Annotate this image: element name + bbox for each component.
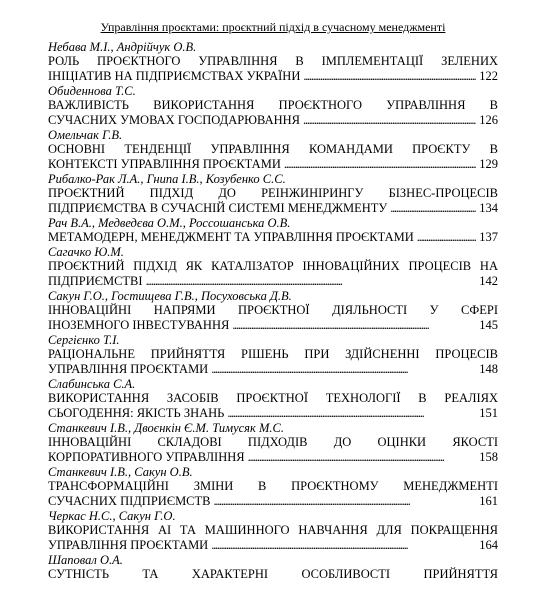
toc-page-number: 151 <box>479 406 498 420</box>
toc-title-line: ВИКОРИСТАННЯ ЗАСОБІВ ПРОЄКТНОЇ ТЕХНОЛОГІЇ В РЕАЛІЯХ <box>48 391 498 405</box>
document-page <box>48 0 498 582</box>
toc-author: Омельчак Г.В. <box>48 128 123 142</box>
toc-title <box>48 523 498 553</box>
toc-entry[interactable] <box>48 84 498 128</box>
toc-title-line: СУТНІСТЬ ТА ХАРАКТЕРНІ ОСОБЛИВОСТІ ПРИЙНЯТТЯ <box>48 567 498 581</box>
toc-leader-dots <box>232 318 476 333</box>
toc-title-line: РАЦІОНАЛЬНЕ ПРИЙНЯТТЯ РІШЕНЬ ПРИ ЗДІЙСНЕННІ ПРОЦЕСІВ <box>48 347 498 361</box>
toc-author: Слабинська С.А. <box>48 377 136 391</box>
toc-entry[interactable] <box>48 465 498 509</box>
toc-title-last-line: СУЧАСНИХ УМОВАХ ГОСПОДАРЮВАННЯ <box>48 113 301 127</box>
toc-page-number: 148 <box>479 362 498 376</box>
toc-entry[interactable] <box>48 245 498 289</box>
toc-leader-dots <box>417 230 477 245</box>
toc-entry[interactable] <box>48 333 498 377</box>
toc-leader-dots <box>214 494 477 509</box>
toc-title-line: ПРОЄКТНИЙ ПІДХІД ЯК КАТАЛІЗАТОР ІННОВАЦІЙНИХ ПРОЦЕСІВ НА <box>48 259 498 273</box>
toc-title-line: ПРОЄКТНИЙ ПІДХІД ДО РЕІНЖИНІРИНГУ БІЗНЕС-ПРОЦЕСІВ <box>48 186 498 200</box>
toc-leader-dots <box>227 406 476 421</box>
toc-author: Сагачко Ю.М. <box>48 245 124 259</box>
toc-title <box>48 391 498 421</box>
toc-page-number: 161 <box>479 494 498 508</box>
toc-author: Небава М.І., Андрійчук О.В. <box>48 40 197 54</box>
toc-leader-dots <box>211 362 476 377</box>
toc-author: Рибалко-Рак Л.А., Гнипа І.В., Козубенко С.С. <box>48 172 286 186</box>
toc-page-number: 164 <box>479 538 498 552</box>
toc-title-line: ТРАНСФОРМАЦІЙНІ ЗМІНИ В ПРОЄКТНОМУ МЕНЕДЖМЕНТІ <box>48 479 498 493</box>
toc-title <box>48 303 498 333</box>
toc-leader-dots <box>284 157 476 172</box>
toc-page-number: 145 <box>479 318 498 332</box>
toc-entry[interactable] <box>48 172 498 216</box>
toc-entry[interactable] <box>48 509 498 553</box>
toc-page-number: 134 <box>479 201 498 215</box>
toc-title-line: ІННОВАЦІЙНІ СКЛАДОВІ ПІДХОДІВ ДО ОЦІНКИ ЯКОСТІ <box>48 435 498 449</box>
running-header <box>48 20 498 34</box>
toc-page-number: 158 <box>479 450 498 464</box>
toc-leader-dots <box>211 538 476 553</box>
toc-leader-dots <box>248 450 477 465</box>
toc-author: Станкевич І.В., Сакун О.В. <box>48 465 193 479</box>
toc-entry[interactable] <box>48 377 498 421</box>
toc-title-last-line: ПІДПРИЄМСТВА В СУЧАСНІЙ СИСТЕМІ МЕНЕДЖМЕНТУ <box>48 201 388 215</box>
toc-title <box>48 186 498 216</box>
toc-author: Обиденнова Т.С. <box>48 84 136 98</box>
toc-page-number: 126 <box>479 113 498 127</box>
table-of-contents <box>48 40 498 582</box>
toc-title <box>48 142 498 172</box>
toc-leader-dots <box>146 274 477 289</box>
toc-page-number: 137 <box>479 230 498 244</box>
toc-author: Черкас Н.С., Сакун Г.О. <box>48 509 176 523</box>
toc-title-line: ІННОВАЦІЙНІ НАПРЯМИ ПРОЄКТНОЇ ДІЯЛЬНОСТІ У СФЕРІ <box>48 303 498 317</box>
toc-entry[interactable] <box>48 40 498 84</box>
toc-title-last-line: СЬОГОДЕННЯ: ЯКІСТЬ ЗНАНЬ <box>48 406 225 420</box>
running-header-text: Управління проєктами: проєктний підхід в сучасному менеджменті <box>100 20 446 34</box>
toc-title-last-line: ІНОЗЕМНОГО ІНВЕСТУВАННЯ <box>48 318 230 332</box>
toc-title-last-line: КОРПОРАТИВНОГО УПРАВЛІННЯ <box>48 450 245 464</box>
toc-title <box>48 230 498 245</box>
toc-title-last-line: ІНІЦІАТИВ НА ПІДПРИЄМСТВАХ УКРАЇНИ <box>48 69 301 83</box>
toc-leader-dots <box>303 113 476 128</box>
toc-title <box>48 54 498 84</box>
toc-entry[interactable] <box>48 553 498 582</box>
toc-title-last-line: СУЧАСНИХ ПІДПРИЄМСТВ <box>48 494 211 508</box>
toc-author: Шаповал О.А. <box>48 553 123 567</box>
toc-title-last-line: ПІДПРИЄМСТВІ <box>48 274 143 288</box>
toc-page-number: 129 <box>479 157 498 171</box>
toc-title-line: ВАЖЛИВІСТЬ ВИКОРИСТАННЯ ПРОЄКТНОГО УПРАВЛІННЯ В <box>48 98 498 112</box>
toc-title <box>48 479 498 509</box>
toc-entry[interactable] <box>48 421 498 465</box>
toc-title <box>48 435 498 465</box>
toc-author: Станкевич І.В., Двоєнкін Є.М. Тимусяк М.С. <box>48 421 284 435</box>
toc-page-number: 142 <box>479 274 498 288</box>
toc-author: Сакун Г.О., Гостищева Г.В., Посуховська Д.В. <box>48 289 292 303</box>
toc-title <box>48 259 498 289</box>
toc-title-last-line: УПРАВЛІННЯ ПРОЄКТАМИ <box>48 362 209 376</box>
toc-title-line: РОЛЬ ПРОЄКТНОГО УПРАВЛІННЯ В ІМПЛЕМЕНТАЦІЇ ЗЕЛЕНИХ <box>48 54 498 68</box>
toc-title-line: ОСНОВНІ ТЕНДЕНЦІЇ УПРАВЛІННЯ КОМАНДАМИ ПРОЄКТУ В <box>48 142 498 156</box>
toc-title <box>48 567 498 582</box>
toc-author: Рач В.А., Медведєва О.М., Россошанська О.В. <box>48 216 291 230</box>
toc-title <box>48 98 498 128</box>
toc-title-last-line: КОНТЕКСТІ УПРАВЛІННЯ ПРОЄКТАМИ <box>48 157 281 171</box>
toc-page-number: 122 <box>479 69 498 83</box>
toc-title-line: ВИКОРИСТАННЯ АІ ТА МАШИННОГО НАВЧАННЯ ДЛЯ ПОКРАЩЕННЯ <box>48 523 498 537</box>
toc-title <box>48 347 498 377</box>
toc-author: Сергієнко Т.І. <box>48 333 120 347</box>
toc-leader-dots <box>303 69 476 84</box>
toc-entry[interactable] <box>48 289 498 333</box>
toc-title-last-line: УПРАВЛІННЯ ПРОЄКТАМИ <box>48 538 209 552</box>
toc-entry[interactable] <box>48 216 498 245</box>
toc-title-last-line: МЕТАМОДЕРН, МЕНЕДЖМЕНТ ТА УПРАВЛІННЯ ПРОЄКТАМИ <box>48 230 414 244</box>
toc-leader-dots <box>390 201 476 216</box>
toc-entry[interactable] <box>48 128 498 172</box>
